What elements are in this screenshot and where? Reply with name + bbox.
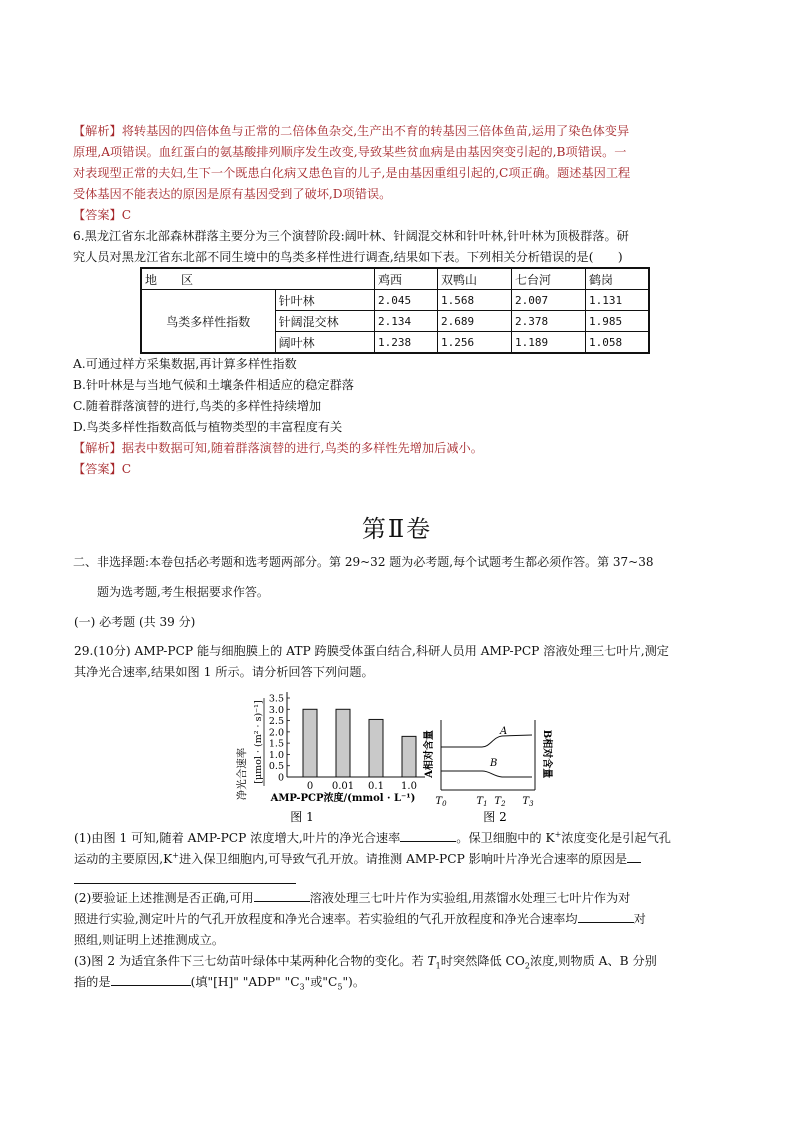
bar	[336, 709, 350, 777]
x-tick-label: 1.0	[401, 781, 417, 792]
figure-2-caption: 图 2	[483, 810, 507, 824]
q29-part2-line-2: 照进行实验,测定叶片的气孔开放程度和净光合速率。若实验组的气孔开放程度和净光合速率均 对	[74, 912, 646, 926]
option-a: A.可通过样方采集数据,再计算多样性指数	[73, 357, 297, 371]
x-tick-label: 0.1	[368, 781, 384, 792]
bar	[303, 709, 317, 777]
region-cell: 鹤岗	[586, 268, 650, 290]
y-tick-label: 0.5	[268, 761, 284, 773]
q29-part3-line-1: (3)图 2 为适宜条件下三七幼苗叶绿体中某两种化合物的变化。若 $T_1$时突然降低 $CO_2$浓度,则物质 A、B 分别	[74, 954, 657, 971]
value-cell: 1.568	[438, 290, 512, 311]
q29-part2-line-3: 照组,则证明上述推测成立。	[74, 933, 225, 947]
q29-part3-line-2: 指的是 (填"[H]" "ADP" "$C_3$"或"$C_5$")。	[74, 975, 366, 992]
y-axis-unit: [μmol · (m² · s)⁻¹]	[253, 700, 264, 784]
y-tick-label: 2.5	[268, 716, 284, 728]
q6-analysis: 【解析】据表中数据可知,随着群落演替的进行,鸟类的多样性先增加后减小。	[73, 441, 483, 455]
section-title: 第Ⅱ卷	[361, 515, 433, 543]
analysis-5-line-2: 原理,A项错误。血红蛋白的氨基酸排列顺序发生改变,导致某些贫血病是由基因突变引起的,B项错误。一	[73, 145, 627, 159]
section-intro-line-1: 二、非选择题:本卷包括必考题和选考题两部分。第 29~32 题为必考题,每个试题考生都必须作答。第 37~38	[73, 555, 654, 569]
value-cell: 1.238	[375, 332, 438, 354]
figure-1-caption: 图 1	[290, 810, 314, 824]
region-label: 地 区	[141, 268, 375, 290]
answer-value: C	[121, 208, 132, 222]
curve-a-label: A	[500, 726, 508, 737]
answer-blank[interactable]	[74, 871, 296, 884]
value-cell: 2.378	[512, 311, 586, 332]
curve-a	[441, 735, 532, 747]
q6-answer	[73, 459, 131, 480]
value-cell: 1.131	[586, 290, 650, 311]
time-tick-label: $T_1$	[476, 796, 488, 808]
q29-part1-line-2: 运动的主要原因,K+进入保卫细胞内,可导致气孔开放。请推测 AMP-PCP 影响叶片净光合速率的原因是	[74, 849, 641, 870]
q29-stem-line-1: 29.(10分) AMP-PCP 能与细胞膜上的 ATP 跨膜受体蛋白结合,科研人员用 AMP-PCP 溶液处理三七叶片,测定	[74, 644, 669, 658]
analysis-5-line-3: 对表现型正常的夫妇,生下一个既患白化病又患色盲的儿子,是由基因重组引起的,C项正确。题述基因工程	[73, 166, 631, 180]
analysis-5-line-1: 【解析】将转基因的四倍体鱼与正常的二倍体鱼杂交,生产出不育的转基因三倍体鱼苗,运用了染色体变异	[73, 124, 630, 138]
curve-b-label: B	[490, 758, 498, 769]
region-cell: 七台河	[512, 268, 586, 290]
curve-b	[441, 771, 532, 777]
q29-part1-line-1: (1)由图 1 可知,随着 AMP-PCP 浓度增大,叶片的净光合速率 。保卫细胞中的 K+浓度变化是引起气孔	[74, 829, 671, 845]
y-tick-label: 0	[277, 772, 284, 784]
q6-stem-line-1: 6.黑龙江省东北部森林群落主要分为三个演替阶段:阔叶林、针阔混交林和针叶林,针叶林为顶极群落。研	[73, 229, 629, 243]
value-cell: 1.256	[438, 332, 512, 354]
right-axis-label: B相对含量	[541, 729, 552, 779]
habitat-cell: 针叶林	[275, 290, 374, 311]
time-tick-label: $T_0$	[435, 796, 447, 808]
time-tick-label: $T_2$	[494, 796, 506, 808]
time-ticks	[435, 796, 534, 808]
bird-diversity-table	[140, 267, 650, 354]
fig1-bars	[303, 709, 417, 792]
x-tick-label: 0	[306, 781, 314, 792]
value-cell: 1.985	[586, 311, 650, 332]
q29-stem-line-2: 其净光合速率,结果如图 1 所示。请分析回答下列问题。	[74, 665, 374, 679]
answer-blank[interactable]	[578, 910, 634, 923]
table-header-row	[141, 268, 649, 290]
value-cell: 2.689	[438, 311, 512, 332]
bar	[402, 736, 416, 777]
index-label: 鸟类多样性指数	[141, 290, 275, 354]
answer-5-row	[73, 205, 131, 226]
value-cell: 2.045	[375, 290, 438, 311]
table-row	[141, 290, 649, 311]
left-axis-label: A相对含量	[424, 730, 435, 778]
answer-blank[interactable]	[400, 829, 456, 842]
habitat-cell: 针阔混交林	[275, 311, 374, 332]
figure-1-bar-chart	[225, 688, 435, 828]
analysis-tag: 【解析】	[73, 441, 122, 455]
q29-part2-line-1: (2)要验证上述推测是否正确,可用 溶液处理三七叶片作为实验组,用蒸馏水处理三七叶片作为对	[74, 891, 631, 905]
bar	[369, 719, 383, 777]
answer-tag: 【答案】	[73, 462, 122, 476]
time-tick-label: $T_3$	[522, 796, 534, 808]
answer-blank[interactable]	[254, 889, 310, 902]
answer-tag: 【答案】	[73, 208, 122, 222]
y-tick-label: 3.0	[268, 704, 284, 716]
value-cell: 1.058	[586, 332, 650, 354]
y-tick-label: 1.5	[268, 738, 284, 750]
y-tick-label: 1.0	[268, 749, 284, 761]
figure-2-line-diagram	[420, 716, 570, 828]
habitat-cell: 阔叶林	[275, 332, 374, 354]
section-intro-line-2: 题为选考题,考生根据要求作答。	[97, 585, 269, 599]
region-cell: 双鸭山	[438, 268, 512, 290]
option-d: D.鸟类多样性指数高低与植物类型的丰富程度有关	[73, 420, 343, 434]
required-heading: (一) 必考题 (共 39 分)	[74, 615, 196, 629]
analysis-5-line-4: 受体基因不能表达的原因是原有基因受到了破坏,D项错误。	[73, 187, 392, 201]
value-cell: 2.007	[512, 290, 586, 311]
fig1-ylabel	[235, 698, 264, 800]
option-b: B.针叶林是与当地气候和土壤条件相适应的稳定群落	[73, 378, 354, 392]
analysis-tag: 【解析】	[73, 124, 122, 138]
y-tick-label: 2.0	[268, 727, 284, 739]
x-axis-label: AMP-PCP浓度/(mmol · L⁻¹)	[270, 793, 416, 804]
answer-value: C	[121, 462, 132, 476]
y-axis-label: 净光合速率	[236, 747, 248, 801]
answer-blank[interactable]	[111, 973, 191, 986]
x-tick-label: 0.01	[331, 781, 355, 792]
q6-stem-line-2: 究人员对黑龙江省东北部不同生境中的鸟类多样性进行调查,结果如下表。下列相关分析错误的是( )	[73, 250, 623, 264]
value-cell: 1.189	[512, 332, 586, 354]
y-tick-label: 3.5	[268, 693, 284, 705]
answer-blank[interactable]	[627, 850, 641, 863]
option-c: C.随着群落演替的进行,鸟类的多样性持续增加	[73, 399, 322, 413]
region-cell: 鸡西	[375, 268, 438, 290]
value-cell: 2.134	[375, 311, 438, 332]
